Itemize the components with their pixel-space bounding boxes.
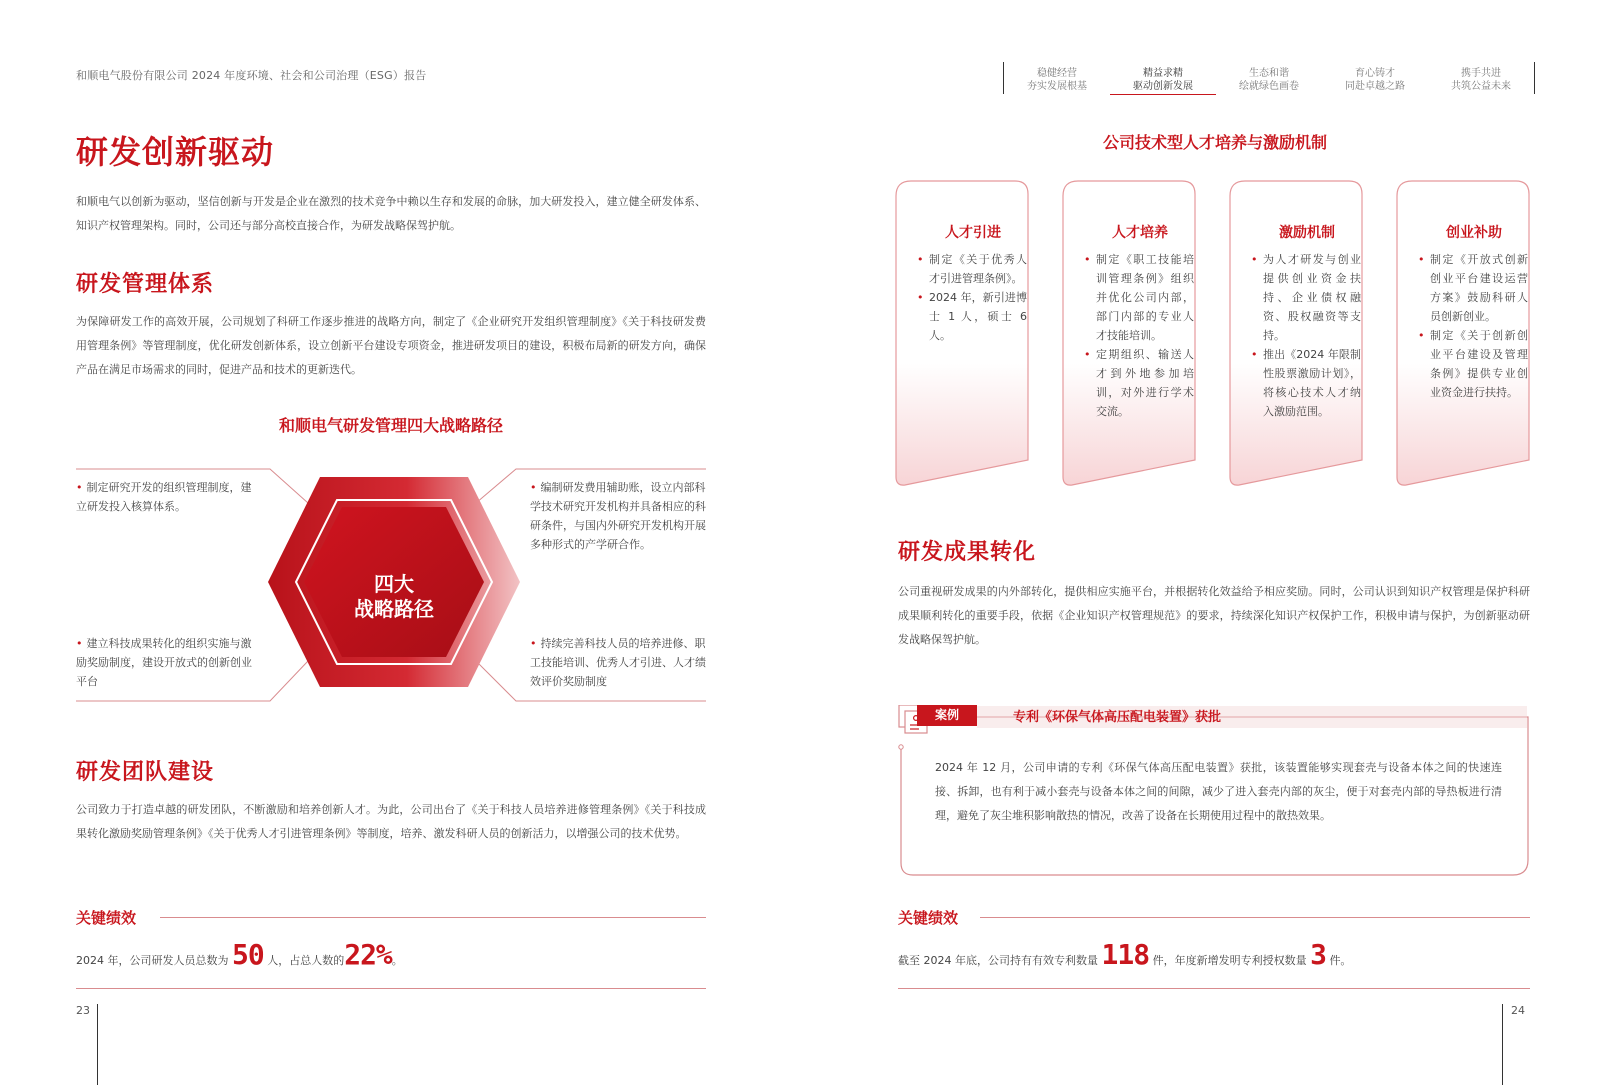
card-item: • 推出《2024 年限制性股票激励计划》，将核心技术人才纳入激励范围。 — [1263, 345, 1361, 421]
card-item: • 制定《职工技能培训管理条例》组织并优化公司内部，部门内部的专业人才技能培训。 — [1096, 250, 1194, 345]
case-title: 专利《环保气体高压配电装置》获批 — [1013, 710, 1222, 725]
rd-team-paragraph: 公司致力于打造卓越的研发团队，不断激励和培养创新人才。为此，公司出台了《关于科技人员培养进修管理条例》《关于科技成果转化激励奖励管理条例》《关于优秀人才引进管理条例》等制度，培养、激发科研人员的创新活力，以增强公司的技术优势。 — [76, 803, 706, 840]
nav-item-sublabel: 夯实发展根基 — [1027, 81, 1087, 92]
achievement-transfer-paragraph: 公司重视研发成果的内外部转化，提供相应实施平台，并根据转化效益给予相应奖励。同时，公司认识到知识产权管理是保护科研成果顺利转化的重要手段，依据《企业知识产权管理规范》的要求，持续深化知识产权保护工作，积极申请与保护，为创新驱动研发战略保驾护航。 — [898, 585, 1530, 646]
kpi-text: 2024 年，公司研发人员总数为 — [76, 954, 229, 967]
card-title: 人才培养 — [1112, 225, 1168, 241]
talent-diagram-title: 公司技术型人才培养与激励机制 — [1102, 133, 1327, 152]
nav-item-label: 育心铸才 — [1355, 68, 1395, 79]
card-item: • 制定《开放式创新创业平台建设运营方案》鼓励科研人员创新创业。 — [1430, 250, 1528, 326]
nav-item-sublabel: 驱动创新发展 — [1110, 80, 1216, 95]
card-item: • 制定《关于优秀人才引进管理条例》。 — [929, 250, 1027, 288]
hexagon-label-line2: 战略路径 — [354, 597, 434, 621]
nav-item-2[interactable] — [1110, 62, 1216, 94]
kpi-statement-right — [898, 938, 1351, 971]
report-title: 和顺电气股份有限公司 2024 年度环境、社会和公司治理（ESG）报告 — [76, 69, 427, 82]
kpi-new-invention-patents: 3 — [1310, 938, 1326, 971]
nav-item-5[interactable] — [1428, 62, 1534, 94]
kpi-divider-right — [980, 917, 1530, 918]
kpi-rd-staff-ratio: 22% — [344, 938, 392, 971]
nav-item-label: 携手共进 — [1461, 68, 1501, 79]
section-heading-rd-management: 研发管理体系 — [76, 272, 215, 297]
card-item: • 定期组织、输送人才到外地参加培训，对外进行学术交流。 — [1096, 345, 1194, 421]
card-item: • 制定《关于创新创业平台建设及管理条例》提供专业创业资金进行扶持。 — [1430, 326, 1528, 402]
path-bottom-left: • 建立科技成果转化的组织实施与激励奖励制度，建设开放式的创新创业平台 — [76, 637, 252, 688]
kpi-rd-staff-count: 50 — [232, 938, 264, 971]
kpi-label-left: 关键绩效 — [76, 909, 137, 927]
kpi-text: 人，占总人数的 — [267, 954, 345, 967]
talent-card-subsidy — [1408, 222, 1540, 402]
talent-card-incentive — [1241, 222, 1373, 421]
path-text: 持续完善科技人员的培养进修、职工技能培训、优秀人才引进、人才绩效评价奖励制度 — [530, 637, 706, 688]
card-title: 创业补助 — [1446, 225, 1502, 241]
path-text: 编制研发费用辅助账，设立内部科学技术研究开发机构并具备相应的科研条件，与国内外研究开发机构开展多种形式的产学研合作。 — [530, 481, 706, 551]
path-top-left: • 制定研究开发的组织管理制度，建立研发投入核算体系。 — [76, 481, 252, 513]
card-title: 人才引进 — [945, 225, 1001, 241]
kpi-statement-left — [76, 938, 403, 971]
rd-management-paragraph: 为保障研发工作的高效开展，公司规划了科研工作逐步推进的战略方向，制定了《企业研究开发组织管理制度》《关于科技研发费用管理条例》等管理制度，优化研发创新体系，设立创新平台建设专项资金，推进研发项目的建设，积极布局新的研发方向，确保产品在满足市场需求的同时，促进产品和技术的更新迭代。 — [76, 315, 706, 376]
path-text: 制定研究开发的组织管理制度，建立研发投入核算体系。 — [76, 481, 252, 513]
case-body: 2024 年 12 月，公司申请的专利《环保气体高压配电装置》获批，该装置能够实现套壳与设备本体之间的快速连接、拆卸，也有利于减小套壳与设备本体之间的间隙，减少了进入套壳内部的灰尘，便于对套壳内部的导热板进行清理，避免了灰尘堆积影响散热的情况，改善了设备在长期使用过程中的散热效果。 — [935, 761, 1502, 822]
nav-item-label: 生态和谐 — [1249, 68, 1289, 79]
page-number-right: 24 — [1511, 1004, 1525, 1017]
card-item: • 2024 年，新引进博士 1 人，硕士 6 人。 — [929, 288, 1027, 345]
card-title: 激励机制 — [1279, 225, 1335, 241]
kpi-label-right: 关键绩效 — [898, 909, 959, 927]
kpi-text: 截至 2024 年底，公司持有有效专利数量 — [898, 954, 1098, 967]
kpi-valid-patents: 118 — [1101, 938, 1150, 971]
path-top-right: • 编制研发费用辅助账，设立内部科学技术研究开发机构并具备相应的科研条件，与国内外研究开发机构开展多种形式的产学研合作。 — [530, 481, 706, 551]
hexagon-label — [327, 572, 461, 622]
diagram-title: 和顺电气研发管理四大战略路径 — [278, 416, 503, 435]
bottom-rule-left — [76, 988, 706, 989]
nav-item-3[interactable] — [1216, 62, 1322, 94]
page-edge-line-left — [97, 1004, 98, 1085]
nav-item-label: 稳健经营 — [1037, 68, 1077, 79]
path-bottom-right: • 持续完善科技人员的培养进修、职工技能培训、优秀人才引进、人才绩效评价奖励制度 — [530, 637, 706, 688]
path-text: 建立科技成果转化的组织实施与激励奖励制度，建设开放式的创新创业平台 — [76, 637, 252, 688]
nav-item-sublabel: 同赴卓越之路 — [1345, 81, 1405, 92]
kpi-divider-left — [160, 917, 706, 918]
page-edge-line-right — [1502, 1004, 1503, 1085]
kpi-text: 件。 — [1329, 954, 1352, 967]
card-item: • 为人才研发与创业提供创业资金扶持、企业债权融资、股权融资等支持。 — [1263, 250, 1361, 345]
talent-card-introduction — [907, 222, 1039, 345]
hexagon-label-line1: 四大 — [374, 572, 414, 596]
nav-item-4[interactable] — [1322, 62, 1428, 94]
nav-item-sublabel: 共筑公益未来 — [1451, 81, 1511, 92]
page-number-left: 23 — [76, 1004, 90, 1017]
section-heading-achievement-transfer: 研发成果转化 — [898, 540, 1037, 565]
nav-item-label: 精益求精 — [1143, 68, 1183, 79]
kpi-text: 件，年度新增发明专利授权数量 — [1152, 954, 1307, 967]
intro-paragraph: 和顺电气以创新为驱动，坚信创新与开发是企业在激烈的技术竞争中赖以生存和发展的命脉，加大研发投入，建立健全研发体系、知识产权管理架构。同时，公司还与部分高校直接合作，为研发战略保驾护航。 — [76, 195, 706, 232]
nav-item-sublabel: 绘就绿色画卷 — [1239, 81, 1299, 92]
page-title: 研发创新驱动 — [76, 133, 275, 171]
bottom-rule-right — [898, 988, 1530, 989]
talent-card-training — [1074, 222, 1206, 421]
kpi-text: 。 — [391, 954, 403, 967]
section-nav — [1003, 62, 1535, 94]
nav-item-1[interactable] — [1004, 62, 1110, 94]
section-heading-rd-team: 研发团队建设 — [76, 760, 215, 785]
case-tag: 案例 — [917, 705, 977, 726]
